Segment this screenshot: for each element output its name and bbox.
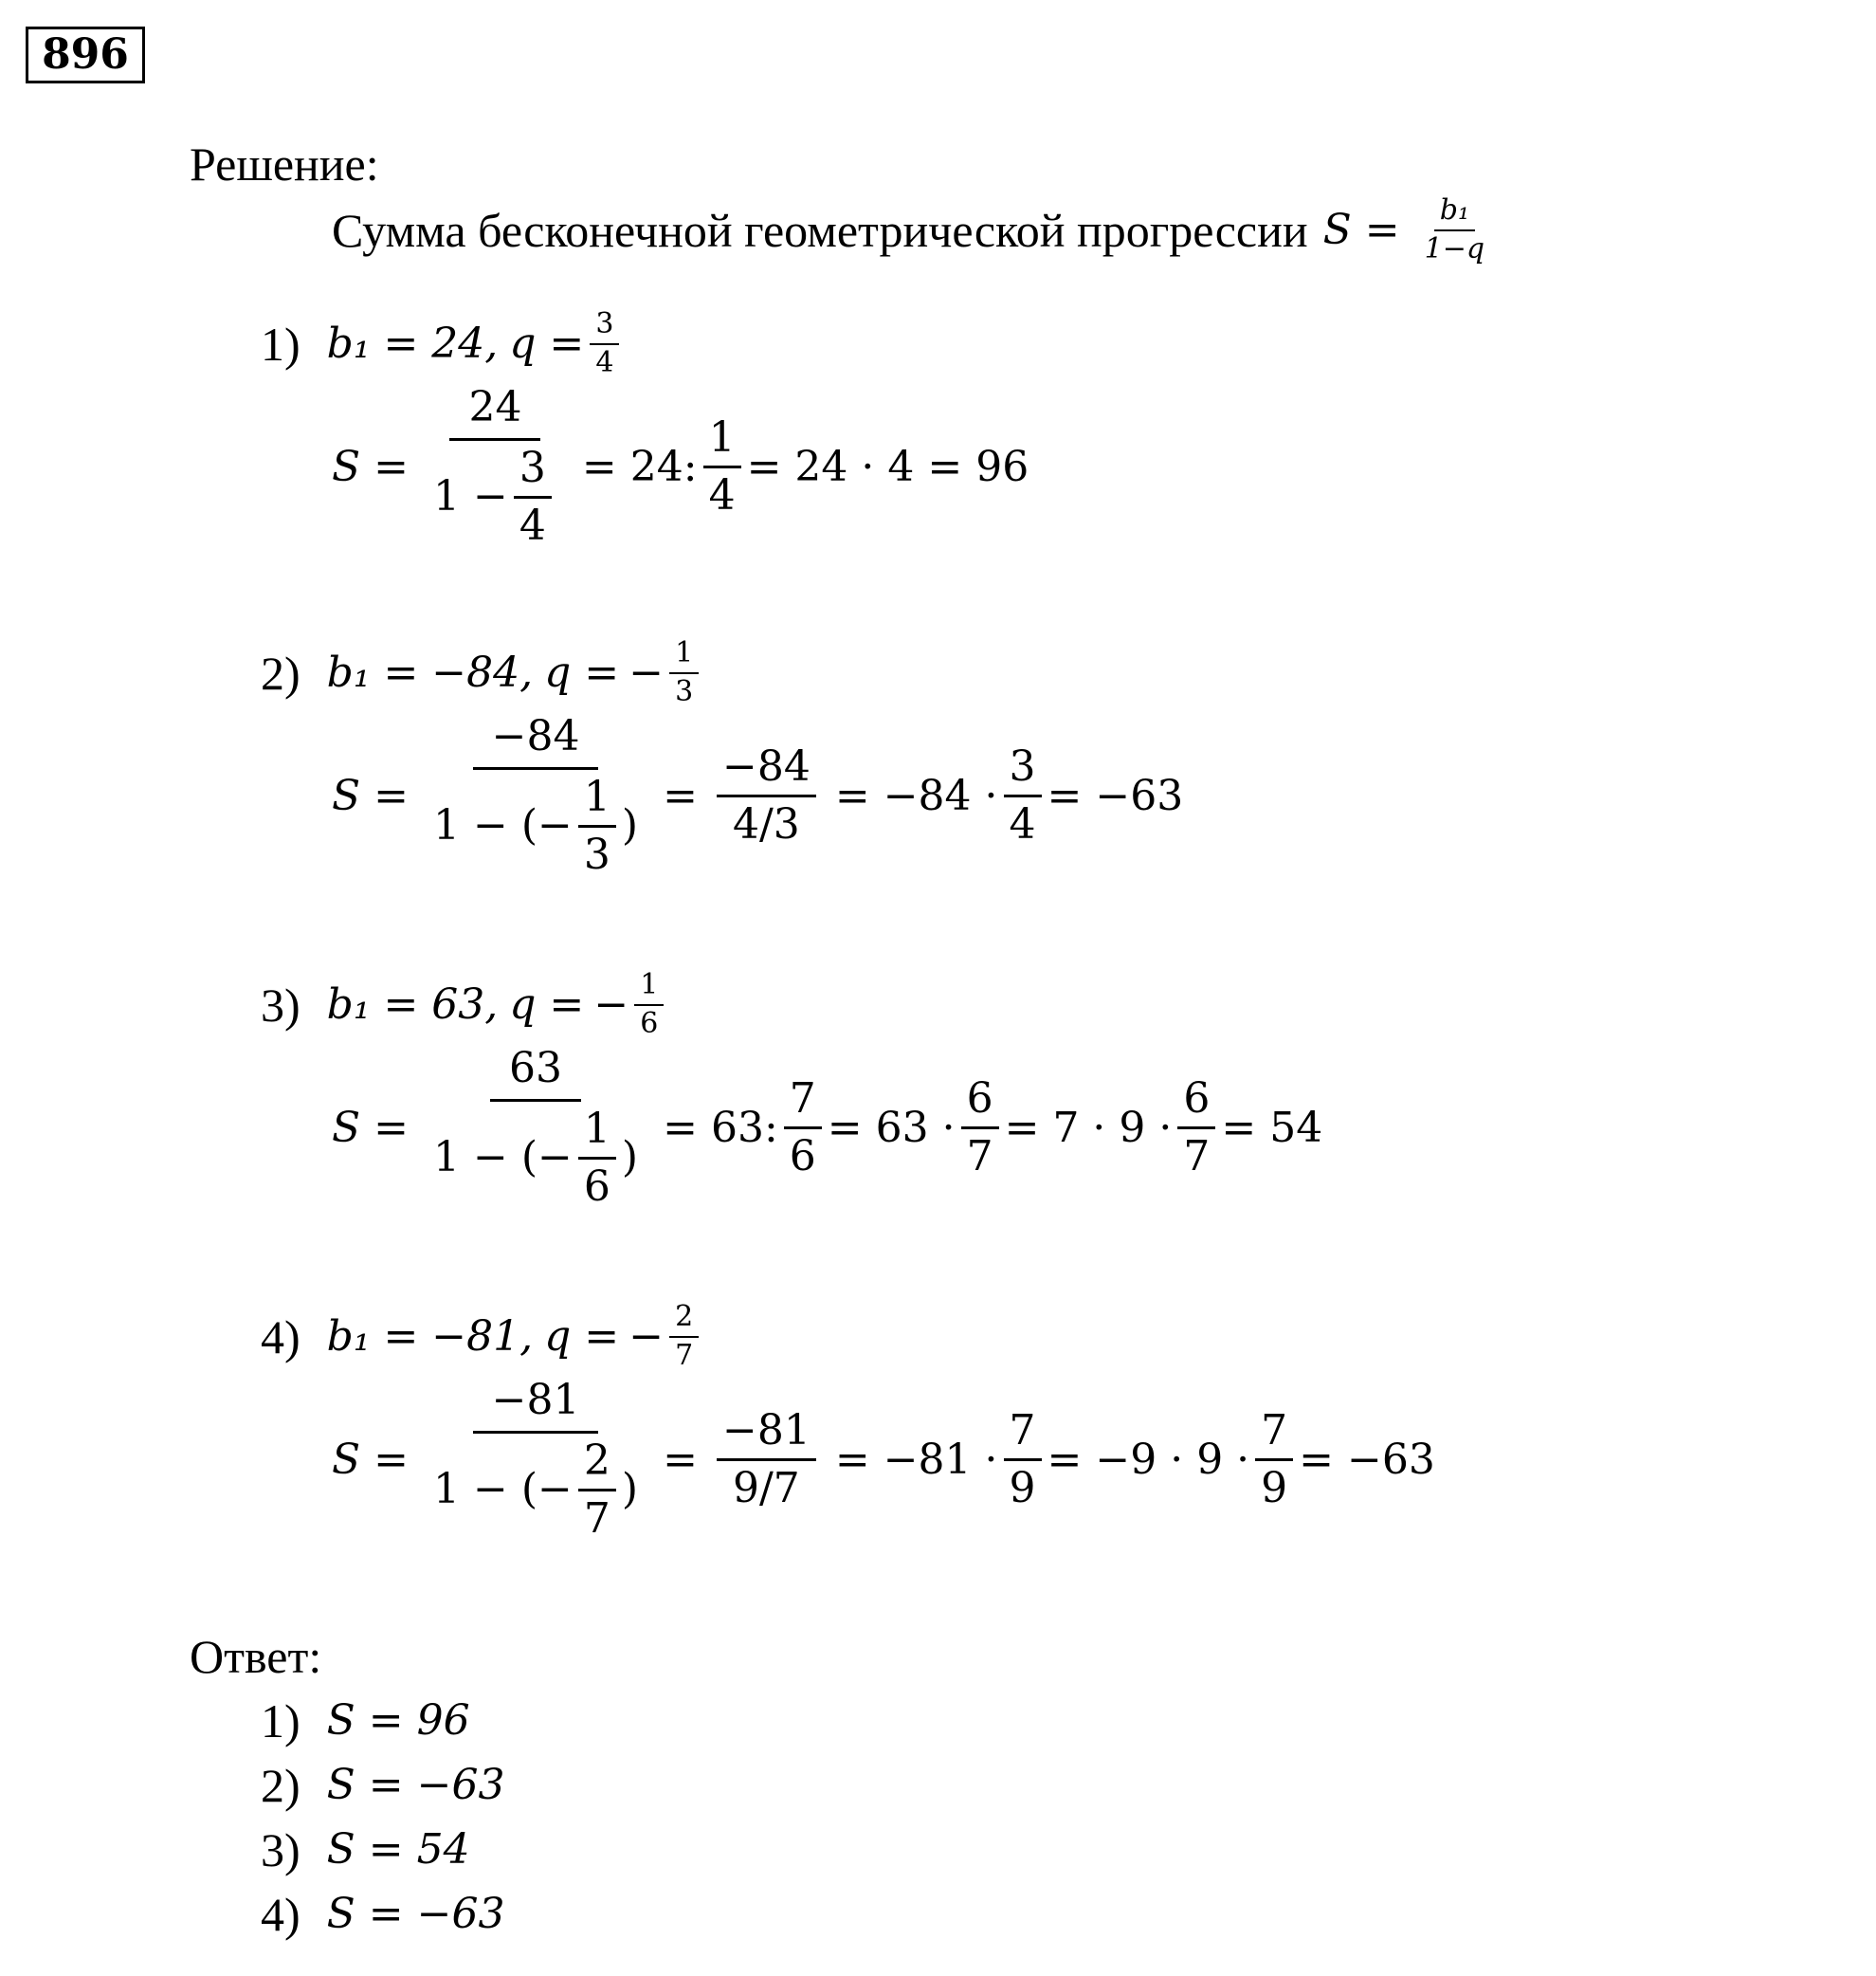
s-fraction bbox=[428, 384, 563, 551]
s-numerator: −84 bbox=[473, 713, 599, 770]
den-lead: 1 − bbox=[433, 472, 508, 521]
step2-text: 24: bbox=[629, 442, 698, 491]
s-denominator bbox=[428, 1102, 644, 1212]
step2-numerator: 1 bbox=[703, 414, 741, 469]
den-denominator: 7 bbox=[583, 1494, 610, 1544]
den-numerator: 1 bbox=[578, 1106, 616, 1161]
equals-sign: = bbox=[834, 1435, 870, 1484]
item-3-calc bbox=[332, 1045, 1322, 1212]
given-q: q = bbox=[509, 979, 585, 1029]
step3-fraction bbox=[1255, 1407, 1293, 1513]
equals-sign: = bbox=[663, 1435, 698, 1484]
s-denominator bbox=[428, 1434, 644, 1544]
step4-fraction bbox=[1177, 1075, 1215, 1181]
answer-label-num: 2) bbox=[261, 1759, 301, 1812]
item-label: 4) bbox=[261, 1309, 301, 1363]
item-1-calc bbox=[332, 384, 1029, 551]
den-denominator: 4 bbox=[519, 502, 546, 551]
item-4-calc bbox=[332, 1377, 1435, 1544]
s-numerator: −81 bbox=[473, 1377, 599, 1434]
q-sign: − bbox=[593, 979, 629, 1029]
step4-denominator: 7 bbox=[1183, 1132, 1211, 1181]
mid-denominator: 4/3 bbox=[732, 800, 800, 850]
item-label: 1) bbox=[261, 317, 301, 371]
item-label: 2) bbox=[261, 646, 301, 700]
formula-intro: Сумма бесконечной геометрической прогрессии bbox=[332, 203, 1308, 257]
answer-3 bbox=[261, 1823, 470, 1876]
step2-fraction bbox=[703, 414, 741, 521]
equals-sign: = bbox=[373, 442, 410, 491]
step2-fraction bbox=[1004, 743, 1042, 850]
answer-1 bbox=[261, 1694, 470, 1747]
step3-numerator: 6 bbox=[961, 1075, 999, 1130]
mid-numerator: −81 bbox=[717, 1407, 816, 1462]
den-fraction bbox=[578, 1437, 616, 1544]
equals-sign: = bbox=[663, 771, 698, 820]
given-q: q = bbox=[544, 648, 620, 697]
s-denominator bbox=[428, 770, 644, 880]
answer-value: S = −63 bbox=[326, 1890, 505, 1938]
equals-sign: = bbox=[373, 1103, 410, 1152]
den-denominator: 6 bbox=[583, 1162, 610, 1212]
den-numerator: 3 bbox=[514, 445, 552, 500]
answer-value: S = 96 bbox=[326, 1696, 470, 1745]
s-fraction bbox=[428, 713, 644, 880]
step2-numerator: 7 bbox=[784, 1075, 822, 1130]
q-denominator: 6 bbox=[640, 1006, 659, 1040]
general-fraction bbox=[1419, 194, 1490, 265]
q-numerator: 3 bbox=[590, 308, 619, 345]
step2-denominator: 6 bbox=[789, 1132, 816, 1181]
den-fraction bbox=[578, 774, 616, 880]
step2-numerator: 7 bbox=[1004, 1407, 1042, 1462]
step3-text: = 63 · bbox=[827, 1103, 956, 1152]
given-b1: b₁ = 24, bbox=[326, 319, 499, 368]
formula-lhs: S bbox=[1322, 205, 1352, 254]
result: = −63 bbox=[1047, 771, 1184, 820]
den-numerator: 2 bbox=[578, 1437, 616, 1492]
den-fraction bbox=[514, 445, 552, 551]
s-numerator: 24 bbox=[449, 384, 540, 441]
s-fraction bbox=[428, 1045, 644, 1212]
step2-denominator: 4 bbox=[708, 471, 736, 521]
q-numerator: 1 bbox=[634, 969, 664, 1006]
step4-numerator: 6 bbox=[1177, 1075, 1215, 1130]
answer-label-num: 1) bbox=[261, 1694, 301, 1747]
q-fraction bbox=[669, 637, 699, 708]
step3-numerator: 7 bbox=[1255, 1407, 1293, 1462]
den-lead: 1 − (− bbox=[433, 1465, 573, 1514]
step3-fraction bbox=[961, 1075, 999, 1181]
solution-label: Решение: bbox=[190, 137, 379, 191]
den-lead: 1 − (− bbox=[433, 801, 573, 851]
general-numerator: b₁ bbox=[1434, 194, 1475, 231]
given-q: q = bbox=[544, 1311, 620, 1361]
answer-label-num: 4) bbox=[261, 1888, 301, 1941]
s-symbol: S bbox=[332, 442, 361, 491]
item-3-given bbox=[261, 969, 669, 1040]
step2-text: 63: bbox=[710, 1103, 778, 1152]
den-lead: 1 − (− bbox=[433, 1133, 573, 1182]
q-fraction bbox=[669, 1301, 699, 1372]
step2-text: −84 · bbox=[883, 771, 998, 820]
step2-denominator: 9 bbox=[1009, 1464, 1036, 1513]
close-paren: ) bbox=[621, 801, 639, 851]
q-denominator: 4 bbox=[595, 345, 614, 379]
answer-value: S = 54 bbox=[326, 1825, 470, 1874]
s-symbol: S bbox=[332, 1435, 361, 1484]
equals-sign: = bbox=[1364, 205, 1400, 254]
step2-numerator: 3 bbox=[1004, 743, 1042, 798]
equals-sign: = bbox=[373, 771, 410, 820]
answer-value: S = −63 bbox=[326, 1761, 505, 1809]
step2-denominator: 4 bbox=[1009, 800, 1036, 850]
given-b1: b₁ = −81, bbox=[326, 1311, 534, 1361]
problem-number-box bbox=[26, 27, 145, 83]
q-sign: − bbox=[628, 648, 665, 697]
equals-sign: = bbox=[834, 771, 870, 820]
close-paren: ) bbox=[621, 1133, 639, 1182]
mid-numerator: −84 bbox=[717, 743, 816, 798]
q-numerator: 2 bbox=[669, 1301, 699, 1338]
step3-text: = −9 · 9 · bbox=[1047, 1435, 1250, 1484]
item-label: 3) bbox=[261, 978, 301, 1032]
s-denominator bbox=[428, 441, 563, 551]
mid-fraction bbox=[717, 1407, 816, 1513]
equals-sign: = bbox=[373, 1435, 410, 1484]
den-numerator: 1 bbox=[578, 774, 616, 829]
given-b1: b₁ = 63, bbox=[326, 979, 499, 1029]
equals-sign: = bbox=[581, 442, 617, 491]
q-fraction bbox=[634, 969, 664, 1040]
s-fraction bbox=[428, 1377, 644, 1544]
item-4-given bbox=[261, 1301, 704, 1372]
given-b1: b₁ = −84, bbox=[326, 648, 534, 697]
answer-4 bbox=[261, 1888, 505, 1941]
result: = 54 bbox=[1221, 1103, 1323, 1152]
step2-fraction bbox=[784, 1075, 822, 1181]
q-denominator: 3 bbox=[675, 674, 694, 708]
s-symbol: S bbox=[332, 771, 361, 820]
result: = −63 bbox=[1299, 1435, 1435, 1484]
problem-number: 896 bbox=[42, 30, 129, 79]
equals-sign: = bbox=[663, 1103, 698, 1152]
den-fraction bbox=[578, 1106, 616, 1212]
general-denominator: 1−q bbox=[1424, 231, 1485, 265]
general-formula bbox=[332, 194, 1496, 265]
item-2-calc bbox=[332, 713, 1183, 880]
den-denominator: 3 bbox=[583, 831, 610, 880]
mid-fraction bbox=[717, 743, 816, 850]
q-sign: − bbox=[628, 1311, 665, 1361]
close-paren: ) bbox=[621, 1465, 639, 1514]
s-symbol: S bbox=[332, 1103, 361, 1152]
answer-label-num: 3) bbox=[261, 1823, 301, 1876]
answer-2 bbox=[261, 1759, 505, 1812]
q-fraction bbox=[590, 308, 619, 379]
given-q: q = bbox=[509, 319, 585, 368]
step3-denominator: 7 bbox=[966, 1132, 993, 1181]
step2-fraction bbox=[1004, 1407, 1042, 1513]
s-numerator: 63 bbox=[490, 1045, 581, 1102]
item-2-given bbox=[261, 637, 704, 708]
item-1-given bbox=[261, 308, 625, 379]
q-numerator: 1 bbox=[669, 637, 699, 674]
step2-text: −81 · bbox=[883, 1435, 998, 1484]
answer-label: Ответ: bbox=[190, 1630, 322, 1683]
result: = 24 · 4 = 96 bbox=[746, 442, 1029, 491]
step3-denominator: 9 bbox=[1261, 1464, 1288, 1513]
mid-denominator: 9/7 bbox=[732, 1464, 800, 1513]
q-denominator: 7 bbox=[675, 1338, 694, 1372]
step4-text: = 7 · 9 · bbox=[1004, 1103, 1173, 1152]
